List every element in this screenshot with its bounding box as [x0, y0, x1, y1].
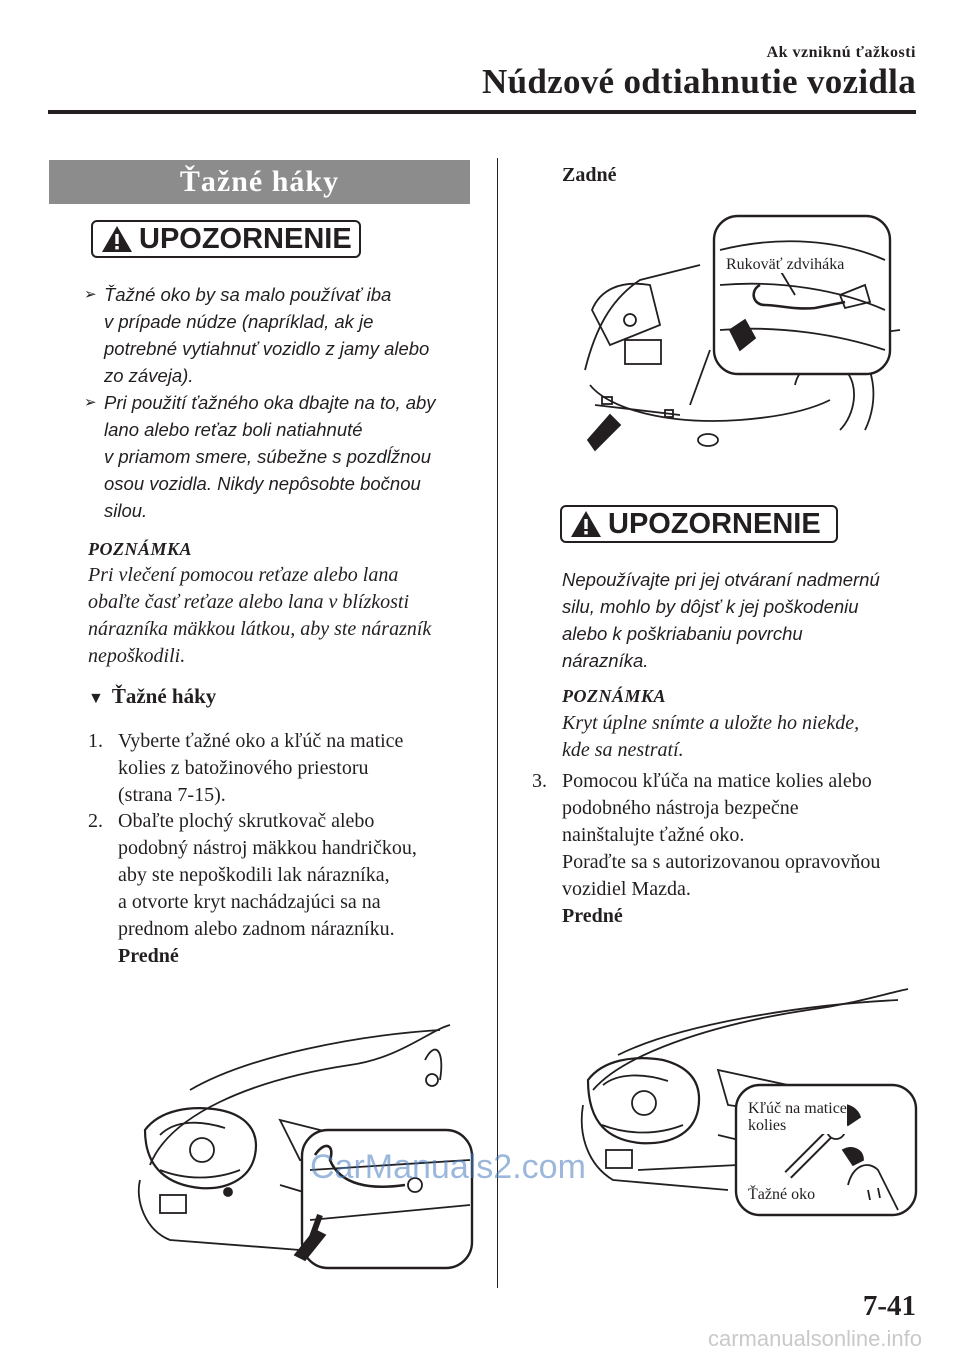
note-body: [88, 562, 488, 670]
step-3: [532, 768, 932, 903]
header-rule: [48, 110, 916, 114]
text-line: Pomocou kľúča na matice kolies alebo: [562, 770, 872, 792]
text-line: silu, mohlo by dôjsť k jej poškodeniu: [562, 596, 859, 617]
label-rear: Zadné: [562, 164, 617, 186]
text-line: podobný nástroj mäkkou handričkou,: [118, 837, 417, 859]
step-number: 1.: [88, 730, 103, 752]
footer-watermark: carmanualsonline.info: [707, 1326, 922, 1351]
triangle-down-icon: ▼: [88, 690, 104, 707]
step-2: [88, 808, 488, 943]
warning-triangle-icon: [101, 225, 133, 253]
text-line: Pri vlečení pomocou reťaze alebo lana: [88, 564, 399, 586]
text-line: Kryt úplne snímte a uložte ho niekde,: [562, 712, 860, 734]
arrow-bullet-icon: ➢: [84, 286, 97, 303]
text-line: v prípade núdze (napríklad, ak je: [104, 311, 374, 332]
text-line: podobného nástroja bezpečne: [562, 797, 799, 819]
label-front-2: Predné: [562, 905, 623, 927]
text-line: nainštalujte ťažné oko.: [562, 824, 745, 846]
text-line: kolies: [748, 1117, 787, 1134]
text-line: aby ste nepoškodili lak nárazníka,: [118, 864, 390, 886]
caution-label: UPOZORNENIE: [139, 222, 352, 255]
text-line: osou vozidla. Nikdy nepôsobte bočnou: [104, 473, 421, 494]
note-body-2: [562, 710, 922, 764]
rear-bumper-illustration: [580, 210, 920, 460]
text-line: silou.: [104, 500, 148, 521]
text-line: kde sa nestratí.: [562, 739, 684, 761]
label-front: Predné: [118, 945, 179, 967]
text-line: vozidiel Mazda.: [562, 878, 691, 900]
text-line: Nepoužívajte pri jej otváraní nadmernú: [562, 569, 880, 590]
text-line: nárazníka.: [562, 650, 649, 671]
caution-bullet-2: [84, 389, 484, 524]
callout-wheel-wrench: [748, 1100, 847, 1134]
text-line: (strana 7-15).: [118, 784, 226, 806]
caution-label-2: UPOZORNENIE: [608, 507, 821, 540]
arrow-bullet-icon: ➢: [84, 394, 97, 411]
text-line: alebo k poškriabaniu povrchu: [562, 623, 803, 644]
step-1: [88, 728, 488, 809]
note-title-2: POZNÁMKA: [562, 686, 667, 706]
chapter-label: Ak vzniknú ťažkosti: [766, 44, 916, 61]
step-number: 2.: [88, 810, 103, 832]
text-line: zo záveja).: [104, 365, 194, 386]
text-line: Obaľte plochý skrutkovač alebo: [118, 810, 375, 832]
caution-bullet-1: [84, 281, 484, 389]
text-line: lano alebo reťaz boli natiahnuté: [104, 419, 363, 440]
text-line: Ťažné oko by sa malo používať iba: [104, 284, 392, 305]
watermark: CarManuals2.com: [310, 1148, 586, 1186]
text-line: a otvorte kryt nachádzajúci sa na: [118, 891, 381, 913]
column-divider: [497, 158, 498, 1288]
text-line: Vyberte ťažné oko a kľúč na matice: [118, 730, 404, 752]
text-line: potrebné vytiahnuť vozidlo z jamy alebo: [104, 338, 430, 359]
text-line: v priamom smere, súbežne s pozdĺžnou: [104, 446, 431, 467]
step-number: 3.: [532, 770, 547, 792]
caution-box: [91, 220, 361, 258]
text-line: obaľte časť reťaze alebo lana v blízkosti: [88, 591, 410, 613]
text-line: Poraďte sa s autorizovanou opravovňou: [562, 851, 881, 873]
text-line: nárazníka mäkkou látkou, aby ste nárazník: [88, 618, 432, 640]
text-line: Kľúč na matice: [748, 1100, 847, 1117]
callout-jack-handle: Rukoväť zdviháka: [726, 256, 845, 273]
section-title: Ťažné háky: [49, 160, 470, 204]
subheading-text: Ťažné háky: [111, 684, 217, 708]
page-number: 7-41: [862, 1290, 916, 1322]
text-line: kolies z batožinového priestoru: [118, 757, 369, 779]
caution-box-2: [560, 505, 838, 543]
callout-tow-eye: Ťažné oko: [748, 1186, 816, 1203]
text-line: prednom alebo zadnom nárazníku.: [118, 918, 395, 940]
front-bumper-illustration: [130, 1020, 475, 1270]
subheading: [88, 684, 216, 709]
note-title: POZNÁMKA: [88, 539, 193, 559]
warning-triangle-icon: [570, 510, 602, 538]
text-line: Pri použití ťažného oka dbajte na to, aby: [104, 392, 436, 413]
page-title: Núdzové odtiahnutie vozidla: [482, 62, 916, 101]
caution-text-2: [562, 566, 932, 674]
text-line: nepoškodili.: [88, 645, 186, 667]
